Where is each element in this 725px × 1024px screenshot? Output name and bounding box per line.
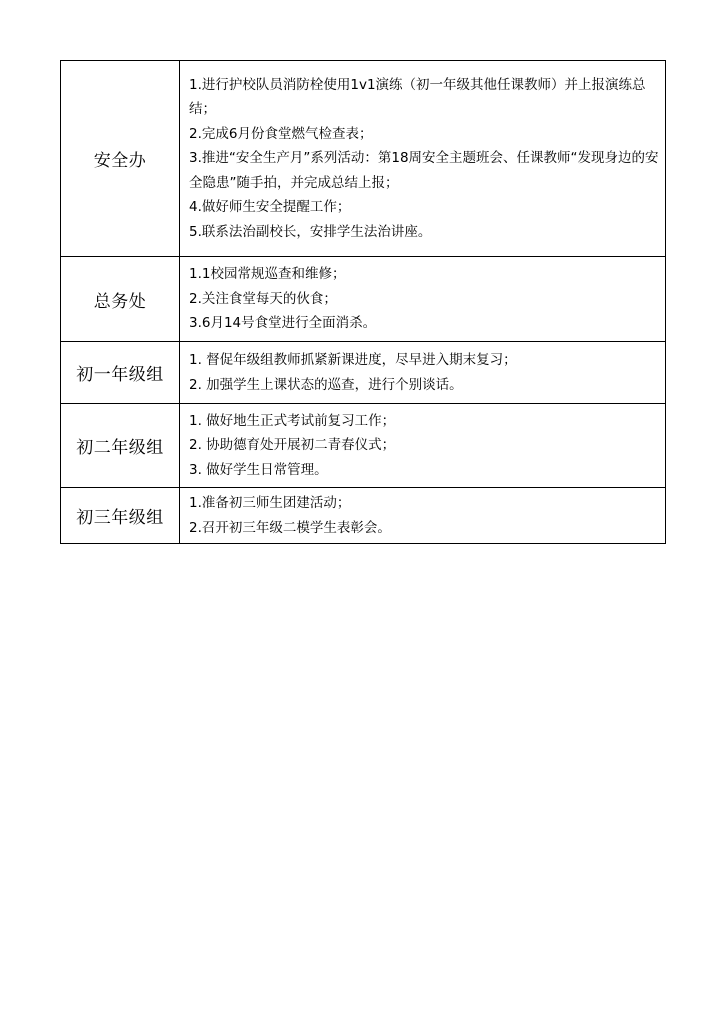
list-item: 4.做好师生安全提醒工作；: [189, 199, 351, 216]
list-item: 2.完成6月份食堂燃气检查表；: [189, 125, 373, 142]
list-item: 2.关注食堂每天的伙食；: [189, 290, 337, 307]
items-cell: [180, 61, 666, 257]
table-row: [61, 257, 666, 342]
list-item: 3. 做好学生日常管理。: [189, 461, 328, 478]
table-row: [61, 342, 666, 404]
work-plan-table: [60, 60, 666, 544]
items-cell: [180, 488, 666, 544]
items-cell: [180, 404, 666, 488]
list-item: 1. 做好地生正式考试前复习工作；: [189, 412, 396, 429]
list-item: 2. 协助德育处开展初二青春仪式；: [189, 437, 396, 454]
department-cell: 初二年级组: [61, 404, 180, 488]
table-row: [61, 61, 666, 257]
list-item: 1.准备初三师生团建活动；: [189, 495, 351, 511]
list-item: 3.推进“安全生产月”系列活动：第18周安全主题班会、任课教师“发现身边的安全隐患”随手拍，并完成总结上报；: [189, 150, 659, 191]
list-item: 1. 督促年级组教师抓紧新课进度，尽早进入期末复习；: [189, 352, 517, 368]
department-cell: 初三年级组: [61, 488, 180, 544]
items-cell: [180, 342, 666, 404]
list-item: 1.1校园常规巡查和维修；: [189, 266, 346, 283]
items-cell: [180, 257, 666, 342]
table-row: [61, 404, 666, 488]
list-item: 3.6月14号食堂进行全面消杀。: [189, 315, 377, 332]
list-item: 5.联系法治副校长，安排学生法治讲座。: [189, 223, 432, 240]
department-cell: 安全办: [61, 61, 180, 257]
department-cell: 总务处: [61, 257, 180, 342]
department-cell: 初一年级组: [61, 342, 180, 404]
list-item: 2. 加强学生上课状态的巡查，进行个别谈话。: [189, 376, 463, 393]
list-item: 2.召开初三年级二模学生表彰会。: [189, 519, 391, 536]
table-row: [61, 488, 666, 544]
list-item: 1.进行护校队员消防栓使用1v1演练（初一年级其他任课教师）并上报演练总结；: [189, 76, 646, 118]
